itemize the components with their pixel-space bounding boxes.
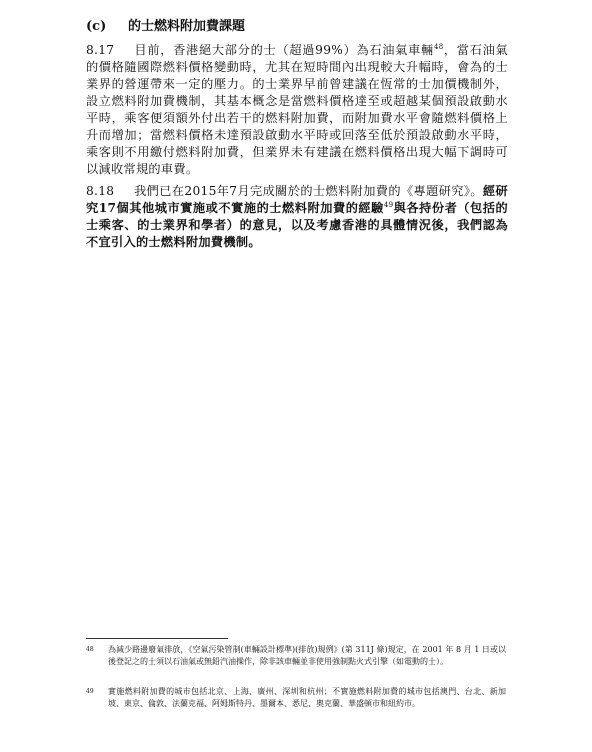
footnote-48 bbox=[86, 644, 506, 668]
footnote-mark: 48 bbox=[86, 646, 94, 653]
paragraph-text-bold-part1: 經研究17個其他城市實施或不實施的士燃料附加費的經驗 bbox=[86, 184, 508, 215]
section-number: (c) bbox=[86, 19, 107, 34]
footnote-divider bbox=[86, 638, 228, 639]
paragraph-number: 8.17 bbox=[86, 43, 115, 57]
footnote-mark: 49 bbox=[86, 688, 94, 695]
paragraph-8-17 bbox=[86, 42, 508, 178]
paragraph-text-plain: 我們已在2015年7月完成關於的士燃料附加費的《專題研究》。 bbox=[134, 184, 483, 198]
section-title: 的士燃料附加費課題 bbox=[128, 19, 246, 34]
section-heading bbox=[86, 15, 245, 34]
footnote-49 bbox=[86, 686, 506, 710]
footnote-text: 實施燃料附加費的城市包括北京、上海、廣州、深圳和杭州；不實施燃料附加費的城市包括澳門、台北、新加坡、東京、倫敦、法蘭克福、阿姆斯特丹、墨爾本、悉尼、奧克蘭、華盛頓市和紐約市。 bbox=[108, 687, 506, 708]
paragraph-text-part2: ，當石油氣的價格隨國際燃料價格變動時，尤其在短時間內出現較大升幅時，會為的士業界的營運帶來一定的壓力。的士業界早前曾建議在恆常的士加價機制外，設立燃料附加費機制，其基本概念是當燃料價格達至或超越某個預設啟動水平時，乘客便須額外付出若干的燃料附加費，而附加費水平會隨燃料價格上升而增加；當燃料價格未達預設啟動水平時或回落至低於預設啟動水平時，乘客則不用繳付燃料附加費，但業界未有建議在燃料價格出現大幅下調時可以減收常規的車費。 bbox=[86, 43, 508, 176]
paragraph-number: 8.18 bbox=[86, 184, 115, 198]
paragraph-text-bold-part2: 與各持份者（包括的士乘客、的士業界和學者）的意見，以及考慮香港的具體情況後，我們認為不宜引入的士燃料附加費機制。 bbox=[86, 201, 508, 249]
paragraph-8-18 bbox=[86, 183, 508, 251]
paragraph-text-part1: 目前，香港絕大部分的士（超過99%）為石油氣車輛 bbox=[134, 43, 434, 57]
footnote-reference-49[interactable]: 49 bbox=[383, 200, 394, 209]
footnote-text: 為減少路邊廢氣排放，《空氣污染管制(車輛設計標準)(排放)規例》(第 311J 條)規定，在 2001 年 8 月 1 日或以後登記之的士須以石油氣或無鉛汽油操作，除非該車輛並非使用強制點火式引擎（如電動的士）。 bbox=[108, 645, 506, 666]
footnote-reference-48[interactable]: 48 bbox=[433, 42, 444, 51]
